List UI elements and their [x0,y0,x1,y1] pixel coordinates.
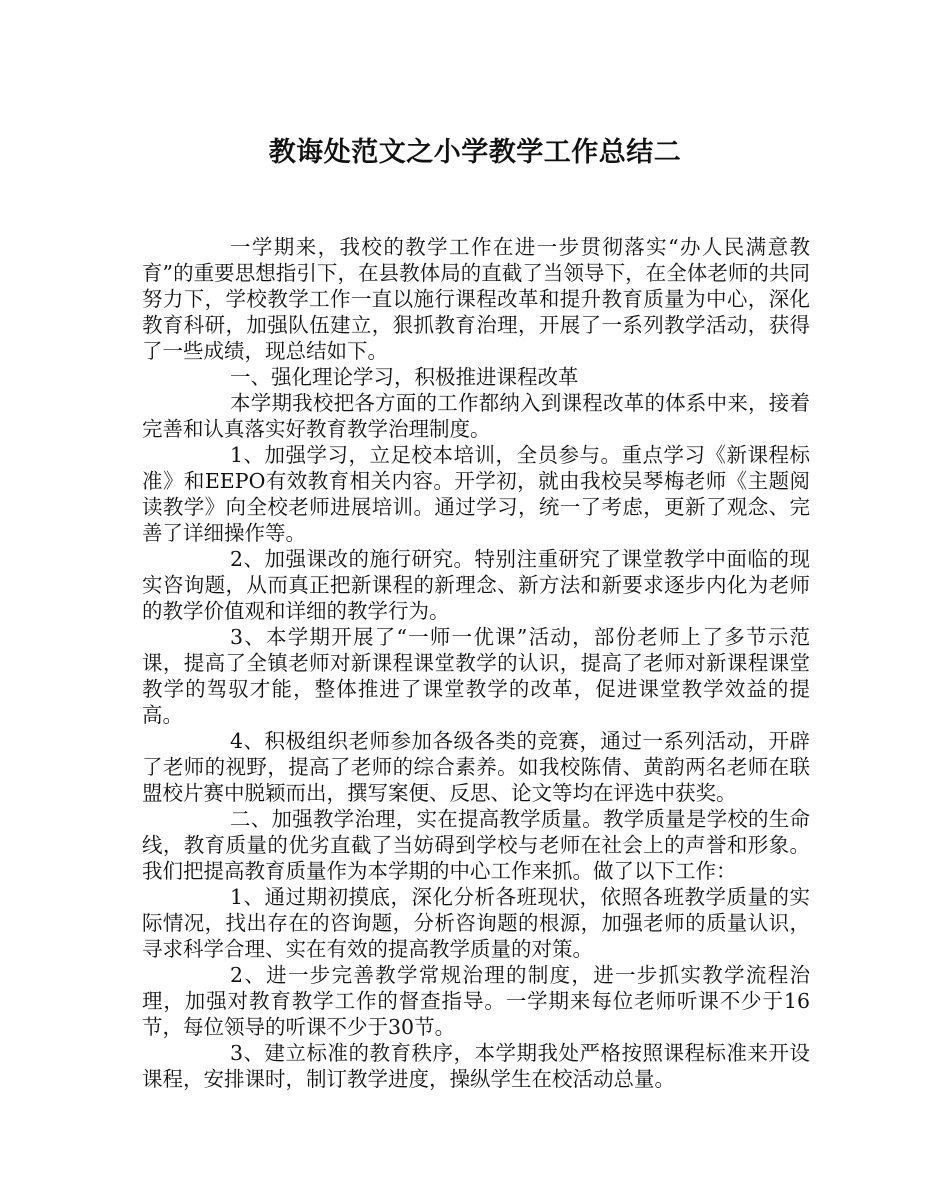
paragraph: 1、通过期初摸底，深化分析各班现状，依照各班教学质量的实际情况，找出存在的咨询题，分析咨询题的根源，加强老师的质量认识，寻求科学合理、实在有效的提高教学质量的对策。 [142,885,810,961]
document-body [142,234,810,1092]
document-title: 教诲处范文之小学教学工作总结二 [268,137,682,168]
section-heading-2: 二、加强教学治理，实在提高教学质量。教学质量是学校的生命线，教育质量的优劣直截了当妨碍到学校与老师在社会上的声誉和形象。我们把提高教育质量作为本学期的中心工作来抓。做了以下工作： [142,807,810,883]
paragraph-intro: 一学期来，我校的教学工作在进一步贯彻落实“办人民满意教育”的重要思想指引下，在县教体局的直截了当领导下，在全体老师的共同努力下，学校教学工作一直以施行课程改革和提升教育质量为中心，深化教育科研，加强队伍建立，狠抓教育治理，开展了一系列教学活动，获得了一些成绩，现总结如下。 [142,235,810,363]
paragraph: 2、进一步完善教学常规治理的制度，进一步抓实教学流程治理，加强对教育教学工作的督查指导。一学期来每位老师听课不少于16节，每位领导的听课不少于30节。 [142,963,810,1039]
paragraph: 本学期我校把各方面的工作都纳入到课程改革的体系中来，接着完善和认真落实好教育教学治理制度。 [142,391,810,441]
section-heading-1: 一、强化理论学习，积极推进课程改革 [230,365,579,389]
paragraph: 3、建立标准的教育秩序，本学期我处严格按照课程标准来开设课程，安排课时，制订教学进度，操纵学生在校活动总量。 [142,1041,810,1091]
paragraph: 2、加强课改的施行研究。特别注重研究了课堂教学中面临的现实咨询题，从而真正把新课程的新理念、新方法和新要求逐步内化为老师的教学价值观和详细的教学行为。 [142,547,810,623]
paragraph: 1、加强学习，立足校本培训，全员参与。重点学习《新课程标准》和EEPO有效教育相关内容。开学初，就由我校吴琴梅老师《主题阅读教学》向全校老师进展培训。通过学习，统一了考虑，更新了观念、完善了详细操作等。 [142,443,810,545]
paragraph: 3、本学期开展了“一师一优课”活动，部份老师上了多节示范课，提高了全镇老师对新课程课堂教学的认识，提高了老师对新课程课堂教学的驾驭才能，整体推进了课堂教学的改革，促进课堂教学效益的提高。 [142,625,810,727]
paragraph: 4、积极组织老师参加各级各类的竞赛，通过一系列活动，开辟了老师的视野，提高了老师的综合素养。如我校陈倩、黄韵两名老师在联盟校片赛中脱颖而出，撰写案便、反思、论文等均在评选中获奖。 [142,729,810,805]
